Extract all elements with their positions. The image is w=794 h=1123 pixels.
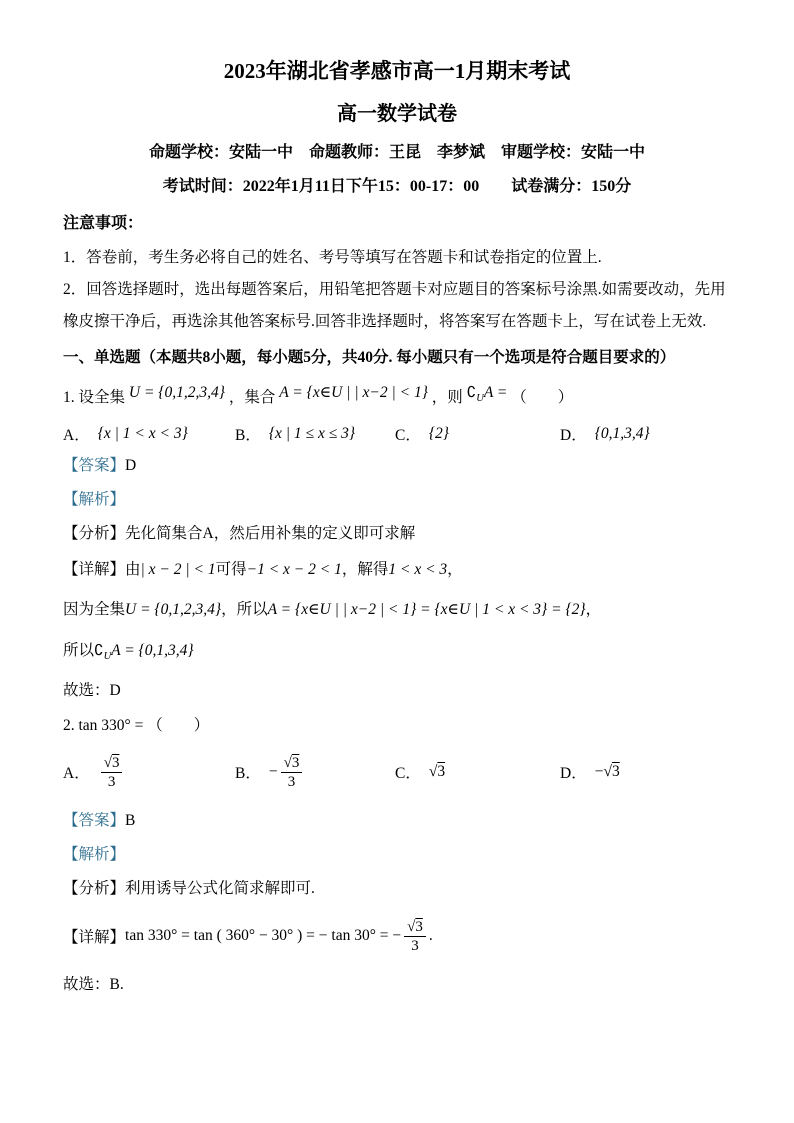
sqrt-icon: √: [407, 918, 416, 935]
q2-xj-formula: tan 330° = tan ( 360° − 30° ) = − tan 30° = −: [125, 927, 402, 944]
q2-option-d-formula: [595, 763, 620, 781]
q1-option-d-label: D．: [560, 427, 587, 444]
q2-options-row: [63, 746, 731, 798]
q2-option-c-radicand: 3: [437, 763, 446, 780]
answer-tag: 【答案】: [63, 457, 126, 474]
page-subtitle: 高一数学试卷: [337, 103, 457, 125]
notice-item-1: 1．答卷前，考生务必将自己的姓名、考号等填写在答题卡和试卷指定的位置上.: [63, 249, 602, 266]
q1-analysis-heading: [63, 487, 731, 513]
meta-line-authors: 命题学校：安陆一中 命题教师：王昆 李梦斌 审题学校：安陆一中: [148, 144, 645, 161]
q1-option-c-label: C．: [395, 427, 421, 444]
q1-option-c-formula: {2}: [428, 425, 449, 442]
q1-option-d: [560, 423, 731, 445]
page-title: 2023年湖北省孝感市高一1月期末考试: [223, 59, 571, 83]
q1-formula-universal-set: U = {0,1,2,3,4}: [128, 384, 225, 401]
q1-option-a-formula: {x | 1 < x < 3}: [97, 425, 188, 442]
q1-answer-value: D: [125, 457, 137, 474]
q1-option-d-formula: {0,1,3,4}: [594, 425, 650, 442]
q1-why-text-3: ，: [585, 601, 602, 618]
q2-option-a: [63, 754, 235, 791]
q1-xj-formula-1: | x − 2 | < 1: [140, 561, 216, 578]
q2-option-a-fraction: [101, 754, 123, 791]
q2-answer-value: B: [125, 812, 136, 829]
xiangjie-tag: 【详解】: [63, 561, 126, 578]
q1-why-formula-1: U = {0,1,2,3,4}: [125, 601, 222, 618]
q1-detail-line-2: [63, 593, 731, 627]
q2-option-b: [235, 754, 395, 791]
q2-option-d-sign: −: [594, 763, 604, 780]
fenxi-tag: 【分析】: [63, 525, 126, 542]
q1-options-row: [63, 423, 731, 445]
q1-stem-text-1: 设全集: [78, 389, 126, 406]
q2-option-b-sign: −: [268, 763, 278, 780]
q1-stem-text-3: ，则: [431, 389, 463, 406]
q2-option-d-radicand: 3: [611, 763, 620, 780]
q1-detail-line-3: [63, 633, 731, 670]
q2-option-c-label: C．: [395, 765, 421, 782]
sqrt-icon: √: [428, 763, 438, 780]
q2-xj-radicand: 3: [415, 918, 423, 935]
q2-option-b-fraction: [281, 754, 303, 791]
answer-tag: 【答案】: [63, 812, 126, 829]
xiangjie-tag: 【详解】: [63, 929, 126, 946]
q1-why-text-2: ，所以: [221, 601, 268, 618]
q1-answer-line: [63, 453, 731, 479]
complement-subscript: U: [476, 393, 484, 404]
q1-stem-text-2: ，集合: [228, 389, 276, 406]
q1-option-b-formula: {x | 1 ≤ x ≤ 3}: [268, 425, 356, 442]
q2-answer-line: [63, 808, 731, 834]
q1-xj-formula-3: 1 < x < 3: [388, 561, 448, 578]
page-content: [0, 56, 794, 998]
q2-answer-paren: （ ）: [147, 717, 210, 734]
q1-formula-complement: [467, 375, 508, 412]
q1-option-a: [63, 423, 235, 445]
q2-option-c-formula: [429, 763, 445, 781]
complement-symbol: ∁: [466, 383, 477, 401]
analysis-tag: 【解析】: [63, 846, 126, 863]
q1-so-formula: A = {0,1,3,4}: [111, 642, 194, 659]
section-heading-single-choice: 一、单选题（本题共8小题，每小题5分，共40分. 每小题只有一个选项是符合题目要求的）: [63, 349, 676, 366]
q1-xj-text-1: 由: [125, 561, 141, 578]
q1-so-text: 所以: [63, 642, 95, 659]
q1-stem: [63, 380, 731, 417]
analysis-tag: 【解析】: [63, 491, 126, 508]
q2-fenxi-line: [63, 876, 731, 902]
q1-number: 1.: [63, 389, 75, 406]
q2-option-b-radicand: 3: [291, 754, 300, 771]
q1-xj-text-3: ，解得: [341, 561, 389, 578]
q1-conclusion: 故选：D: [63, 682, 121, 699]
notice-item-2: 2．回答选择题时，选出每题答案后，用铅笔把答题卡对应题目的答案标号涂黑.如需要改动，先用橡皮擦干净后，再选涂其他答案标号.回答非选择题时，将答案写在答题卡上，写在试卷上无效.: [63, 281, 726, 330]
q2-conclusion: 故选：B.: [63, 976, 124, 993]
q1-fenxi-line: [63, 521, 731, 547]
q2-option-b-denominator: 3: [287, 773, 296, 790]
sqrt-icon: √: [283, 754, 292, 771]
fenxi-tag: 【分析】: [63, 880, 126, 897]
q1-formula-equals: A =: [483, 384, 508, 401]
q1-fenxi-text: 先化简集合A，然后用补集的定义即可求解: [125, 525, 416, 542]
q1-xj-text-4: ，: [447, 561, 463, 578]
q2-number: 2.: [63, 717, 75, 734]
q1-option-a-label: A．: [63, 427, 90, 444]
q2-option-d-label: D．: [560, 765, 587, 782]
complement-subscript: U: [103, 651, 112, 662]
q2-stem: [63, 712, 731, 740]
q2-formula-tan: tan 330° =: [78, 717, 144, 734]
q2-option-a-radicand: 3: [111, 754, 120, 771]
meta-line-time-score: 考试时间：2022年1月11日下午15：00-17：00 试卷满分：150分: [162, 178, 632, 195]
q2-option-a-label: A．: [63, 765, 90, 782]
sqrt-icon: √: [103, 754, 112, 771]
q1-formula-set-a: A = {x∈U | | x−2 | < 1}: [279, 384, 428, 401]
q1-xj-formula-2: −1 < x − 2 < 1: [246, 561, 342, 578]
q2-option-b-label: B．: [235, 765, 261, 782]
q1-why-text-1: 因为全集: [63, 601, 126, 618]
q2-xj-denominator: 3: [411, 937, 419, 954]
q2-analysis-heading: [63, 842, 731, 868]
q1-xj-text-2: 可得: [215, 561, 247, 578]
q1-answer-paren: （ ）: [511, 389, 574, 406]
q2-fenxi-text: 利用诱导公式化简求解即可.: [125, 880, 315, 897]
q2-xj-fraction: [404, 918, 426, 955]
q2-xiangjie-line: [63, 910, 731, 962]
q1-xiangjie-line: [63, 553, 731, 587]
q1-option-b: [235, 423, 395, 445]
q2-option-d: [560, 761, 731, 783]
complement-symbol: ∁: [94, 641, 104, 659]
q2-option-c: [395, 761, 560, 783]
q2-xj-period: .: [428, 927, 433, 944]
q1-option-c: [395, 423, 560, 445]
sqrt-icon: √: [603, 763, 612, 780]
q1-option-b-label: B．: [235, 427, 261, 444]
q2-option-a-denominator: 3: [107, 773, 116, 790]
q1-why-formula-2: A = {x∈U | | x−2 | < 1} = {x∈U | 1 < x < 3} = {2}: [267, 601, 586, 618]
notices-heading: 注意事项：: [63, 215, 144, 232]
